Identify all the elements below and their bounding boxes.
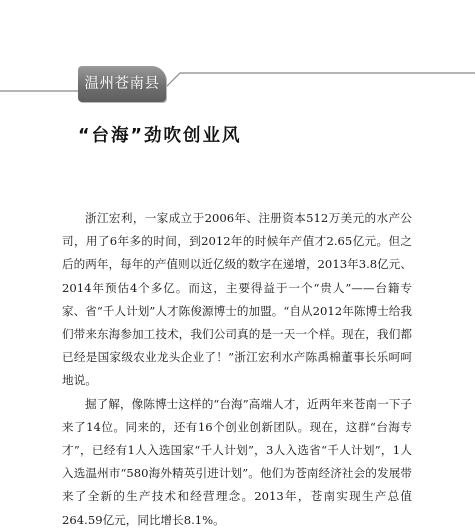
- article-title: “台海”劲吹创业风: [78, 126, 242, 146]
- region-tab: [78, 66, 166, 102]
- header-rule: [0, 55, 475, 105]
- paragraph-1: 浙江宏利，一家成立于2006年、注册资本512万美元的水产公司，用了6年多的时间，到2012年的时候年产值才2.65亿元。但之后的两年，每年的产值则以近亿级的数字在递增，2013年3.8亿元、2014年预估4个多亿。而这，主要得益于一个“贵人”——台籍专家、省“千人计划”人才陈俊源博士的加盟。“自从2012年陈博士给我们带来东海参加工技术，我们公司真的是一天一个样。现在，我们都已经是国家级农业龙头企业了！”浙江宏利水产陈禹棉董事长乐呵呵地说。: [62, 211, 412, 388]
- region-label: 温州苍南县: [84, 76, 160, 92]
- paragraph-2: 掘了解，像陈博士这样的“台海”高端人才，近两年来苍南一下子来了14位。同来的，还有16个创业创新团队。现在，这群“台海专才”，已经有1人入选国家“千人计划”，3人入选省“千人计划”，1人入选温州市“580海外精英引进计划”。他们为苍南经济社会的发展带来了全新的生产技术和经营理念。2013年，苍南实现生产总值264.59亿元，同比增长8.1%。: [62, 396, 412, 527]
- article-body: [62, 207, 412, 532]
